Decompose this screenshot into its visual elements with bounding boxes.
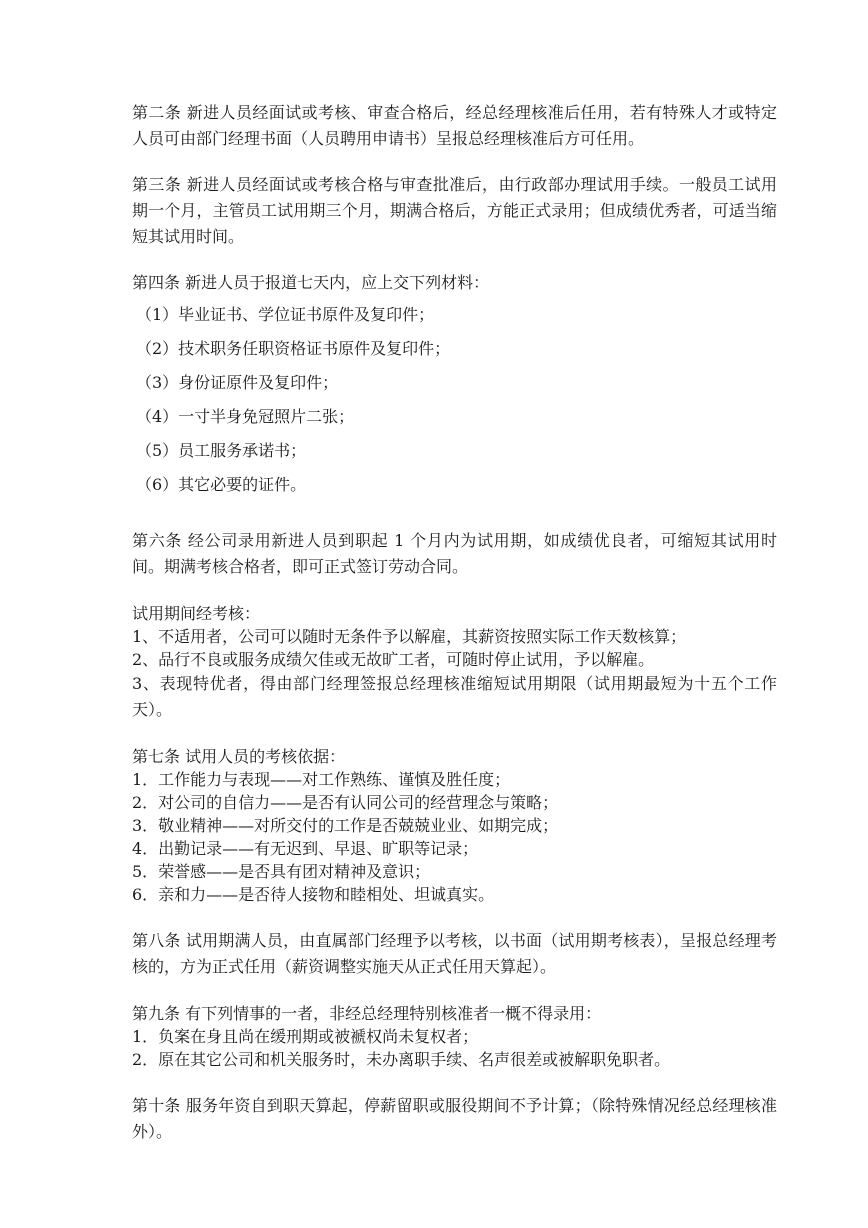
list-item: 1．工作能力与表现——对工作熟练、谨慎及胜任度； bbox=[132, 770, 511, 789]
article-7-heading: 第七条 试用人员的考核依据： bbox=[132, 747, 346, 766]
list-item: 3．敬业精神——对所交付的工作是否兢兢业业、如期完成； bbox=[132, 816, 559, 835]
document-page bbox=[132, 100, 777, 1145]
list-item: （3）身份证原件及复印件； bbox=[136, 373, 339, 392]
article-10: 第十条 服务年资自到职天算起，停薪留职或服役期间不予计算；（除特殊情况经总经理核准外）。 bbox=[132, 1096, 777, 1141]
list-item: 6．亲和力——是否待人接物和睦相处、坦诚真实。 bbox=[132, 885, 495, 904]
list-item: 2．原在其它公司和机关服务时，未办离职手续、名声很差或被解职免职者。 bbox=[132, 1050, 671, 1069]
list-item: 5．荣誉感——是否具有团对精神及意识； bbox=[132, 862, 431, 881]
probation-heading: 试用期间经考核： bbox=[132, 604, 261, 623]
list-item: （5）员工服务承诺书； bbox=[136, 441, 307, 460]
list-item: 2、品行不良或服务成绩欠佳或无故旷工者，可随时停止试用，予以解雇。 bbox=[132, 650, 655, 669]
list-item: 1．负案在身且尚在缓刑期或被褫权尚未复权者； bbox=[132, 1027, 479, 1046]
article-4-heading: 第四条 新进人员于报道七天内，应上交下列材料： bbox=[132, 273, 490, 292]
article-2: 第二条 新进人员经面试或考核、审查合格后，经总经理核准后任用，若有特殊人才或特定人员可由部门经理书面（人员聘用申请书）呈报总经理核准后方可任用。 bbox=[132, 103, 777, 148]
article-3: 第三条 新进人员经面试或考核合格与审查批准后，由行政部办理试用手续。一般员工试用期一个月，主管员工试用期三个月，期满合格后，方能正式录用；但成绩优秀者，可适当缩短其试用时间。 bbox=[132, 175, 777, 246]
list-item: （6）其它必要的证件。 bbox=[136, 475, 307, 494]
list-item: 4．出勤记录——有无迟到、早退、旷职等记录； bbox=[132, 839, 479, 858]
list-item: （2）技术职务任职资格证书原件及复印件； bbox=[136, 339, 451, 358]
article-6: 第六条 经公司录用新进人员到职起 1 个月内为试用期，如成绩优良者，可缩短其试用时间。期满考核合格者，即可正式签订劳动合同。 bbox=[132, 531, 777, 576]
list-item: （1）毕业证书、学位证书原件及复印件； bbox=[136, 305, 435, 324]
list-item: （4）一寸半身免冠照片二张； bbox=[136, 407, 355, 426]
article-7-list bbox=[132, 768, 777, 906]
probation-list bbox=[132, 625, 777, 723]
list-item: 3、表现特优者，得由部门经理签报总经理核准缩短试用期限（试用期最短为十五个工作天）。 bbox=[132, 674, 777, 719]
article-9-heading: 第九条 有下列情事的一者，非经总经理特别核准者一概不得录用： bbox=[132, 1004, 602, 1023]
article-9-list bbox=[132, 1025, 777, 1071]
article-4-list bbox=[132, 298, 777, 502]
list-item: 2．对公司的自信力——是否有认同公司的经营理念与策略； bbox=[132, 793, 559, 812]
list-item: 1、不适用者，公司可以随时无条件予以解雇，其薪资按照实际工作天数核算； bbox=[132, 627, 687, 646]
article-8: 第八条 试用期满人员，由直属部门经理予以考核，以书面（试用期考核表），呈报总经理考核的，方为正式任用（薪资调整实施天从正式任用天算起）。 bbox=[132, 931, 777, 976]
